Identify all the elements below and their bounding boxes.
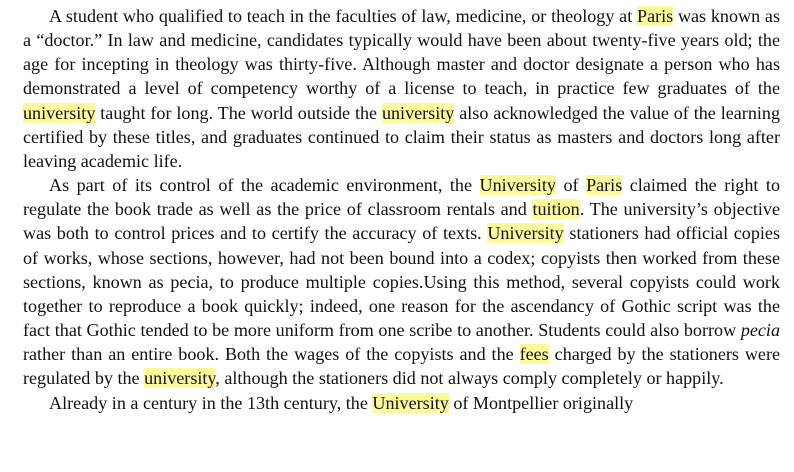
search-highlight: tuition xyxy=(532,199,580,220)
search-highlight: Paris xyxy=(637,6,674,26)
document-page xyxy=(23,4,780,415)
text-run: Already in a century in the 13th century, the xyxy=(49,392,373,413)
search-highlight: University xyxy=(479,175,556,196)
search-highlight: university xyxy=(381,102,455,123)
text-run: A student who qualified to teach in the faculties of law, medicine, or theology at xyxy=(49,6,637,26)
search-highlight: University xyxy=(372,392,449,413)
search-highlight: Paris xyxy=(586,175,623,196)
search-highlight: University xyxy=(487,223,564,244)
text-run: of xyxy=(555,175,587,196)
text-run: of Montpellier originally xyxy=(448,392,634,413)
italic-term: pecia xyxy=(740,320,780,341)
paragraph-3 xyxy=(23,391,780,415)
text-run: rather than an entire book. Both the wages of the copyists and the xyxy=(23,344,520,365)
text-run: . The university’s objective was both to control prices and to certify the accuracy of texts. xyxy=(23,199,780,244)
paragraph-1 xyxy=(23,4,780,173)
text-run: stationers had official copies of works, whose sections, however, had not been bound into a codex; copyists then worked from these sections, known as pecia, to produce multiple copies.Using this method, several copyists could work together to reproduce a book quickly; indeed, one reason for the ascendancy of Gothic script was the fact that Gothic tended to be more uniform from one scribe to another. Students could also borrow xyxy=(23,223,780,341)
text-run: taught for long. The world outside the xyxy=(95,102,382,123)
text-run: charged by the stationers were regulated by the xyxy=(23,344,780,389)
search-highlight: fees xyxy=(519,344,549,365)
search-highlight: university xyxy=(144,368,216,389)
text-run: also acknowledged the value of the learning certified by these titles, and graduates continued to claim their status as masters and doctors long after leaving academic life. xyxy=(23,102,780,171)
text-run: claimed the right to regulate the book trade as well as the price of classroom rentals and xyxy=(23,175,780,220)
paragraph-2 xyxy=(23,173,780,390)
text-run: As part of its control of the academic environment, the xyxy=(49,175,480,196)
text-run: was known as a “doctor.” In law and medicine, candidates typically would have been about twenty-five years old; the age for incepting in theology was thirty-five. Although master and doctor designate a person who has demonstrated a level of competency worthy of a license to teach, in practice few graduates of the xyxy=(23,6,780,99)
text-run: , although the stationers did not always comply completely or happily. xyxy=(215,368,724,389)
search-highlight: university xyxy=(23,102,96,123)
document-body xyxy=(23,4,780,415)
